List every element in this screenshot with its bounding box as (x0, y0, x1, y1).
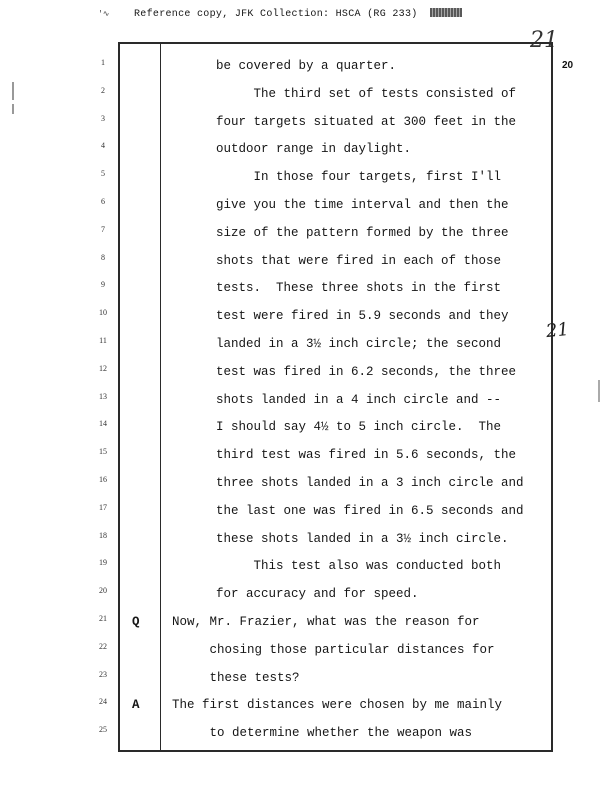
line-number: 13 (99, 391, 107, 401)
header-redaction-scribble (430, 8, 462, 17)
line-number: 3 (101, 113, 105, 123)
left-edge-mark (12, 104, 14, 114)
transcript-line: landed in a 3½ inch circle; the second (216, 337, 502, 351)
stamped-page-number: 20 (562, 60, 574, 71)
transcript-line: test were fired in 5.9 seconds and they (216, 309, 509, 324)
transcript-line: these tests? (172, 670, 300, 685)
transcript-line: This test also was conducted both (216, 559, 502, 574)
line-number: 4 (101, 141, 105, 151)
transcript-line: I should say 4½ to 5 inch circle. The (216, 420, 502, 435)
line-number: 9 (101, 280, 105, 290)
line-number: 18 (99, 530, 107, 540)
line-number: 1 (101, 58, 105, 67)
transcript-line: In those four targets, first I'll (216, 170, 502, 185)
speaker-label: Q (132, 615, 140, 629)
transcript-line: tests. These three shots in the first (216, 281, 502, 296)
line-number: 7 (101, 224, 105, 234)
right-edge-mark (598, 380, 600, 402)
line-number: 21 (99, 614, 107, 623)
collection-header: Reference copy, JFK Collection: HSCA (RG 233) (134, 9, 418, 20)
line-number: 22 (99, 641, 107, 651)
line-number: 17 (99, 502, 107, 512)
transcript-line: The first distances were chosen by me mainly (172, 698, 503, 713)
transcript-line: be covered by a quarter. (216, 59, 397, 73)
transcript-line: the last one was fired in 6.5 seconds and (216, 503, 524, 518)
line-number: 10 (99, 308, 107, 318)
line-number: 5 (101, 169, 105, 179)
transcript-line: The third set of tests consisted of (216, 86, 517, 101)
line-number: 8 (101, 252, 105, 262)
transcript-line: test was fired in 6.2 seconds, the three (216, 364, 517, 379)
line-number: 20 (99, 586, 107, 596)
transcript-line: Now, Mr. Frazier, what was the reason for (172, 615, 480, 629)
transcript-line: chosing those particular distances for (172, 642, 495, 657)
line-number: 15 (99, 447, 107, 457)
line-number: 6 (101, 197, 105, 206)
transcript-line: these shots landed in a 3½ inch circle. (216, 531, 509, 546)
line-number: 19 (99, 558, 107, 568)
transcript-line: to determine whether the weapon was (172, 726, 473, 741)
line-number: 23 (99, 669, 107, 679)
speaker-label: A (132, 698, 140, 713)
handwritten-page-number: 21 (530, 28, 558, 53)
transcript-line: four targets situated at 300 feet in the (216, 114, 517, 129)
line-number: 12 (99, 363, 107, 373)
line-number: 24 (99, 697, 107, 707)
line-number: 2 (101, 85, 105, 95)
line-number: 25 (99, 725, 107, 735)
transcript-line: for accuracy and for speed. (216, 587, 419, 602)
transcript-line: outdoor range in daylight. (216, 142, 412, 157)
transcript-line: third test was fired in 5.6 seconds, the (216, 448, 517, 463)
left-edge-mark (12, 82, 14, 100)
transcript-line: three shots landed in a 3 inch circle and (216, 476, 524, 490)
frame-divider (160, 42, 161, 752)
transcript-line: give you the time interval and then the (216, 198, 509, 212)
corner-mark: '∿ (98, 10, 110, 19)
transcript-line: shots landed in a 4 inch circle and -- (216, 392, 502, 407)
line-number: 11 (99, 336, 107, 345)
transcript-line: shots that were fired in each of those (216, 253, 502, 268)
transcript-line: size of the pattern formed by the three (216, 225, 509, 240)
margin-handwritten-note: 21 (544, 318, 570, 343)
line-number: 14 (99, 419, 107, 429)
line-number: 16 (99, 475, 107, 484)
